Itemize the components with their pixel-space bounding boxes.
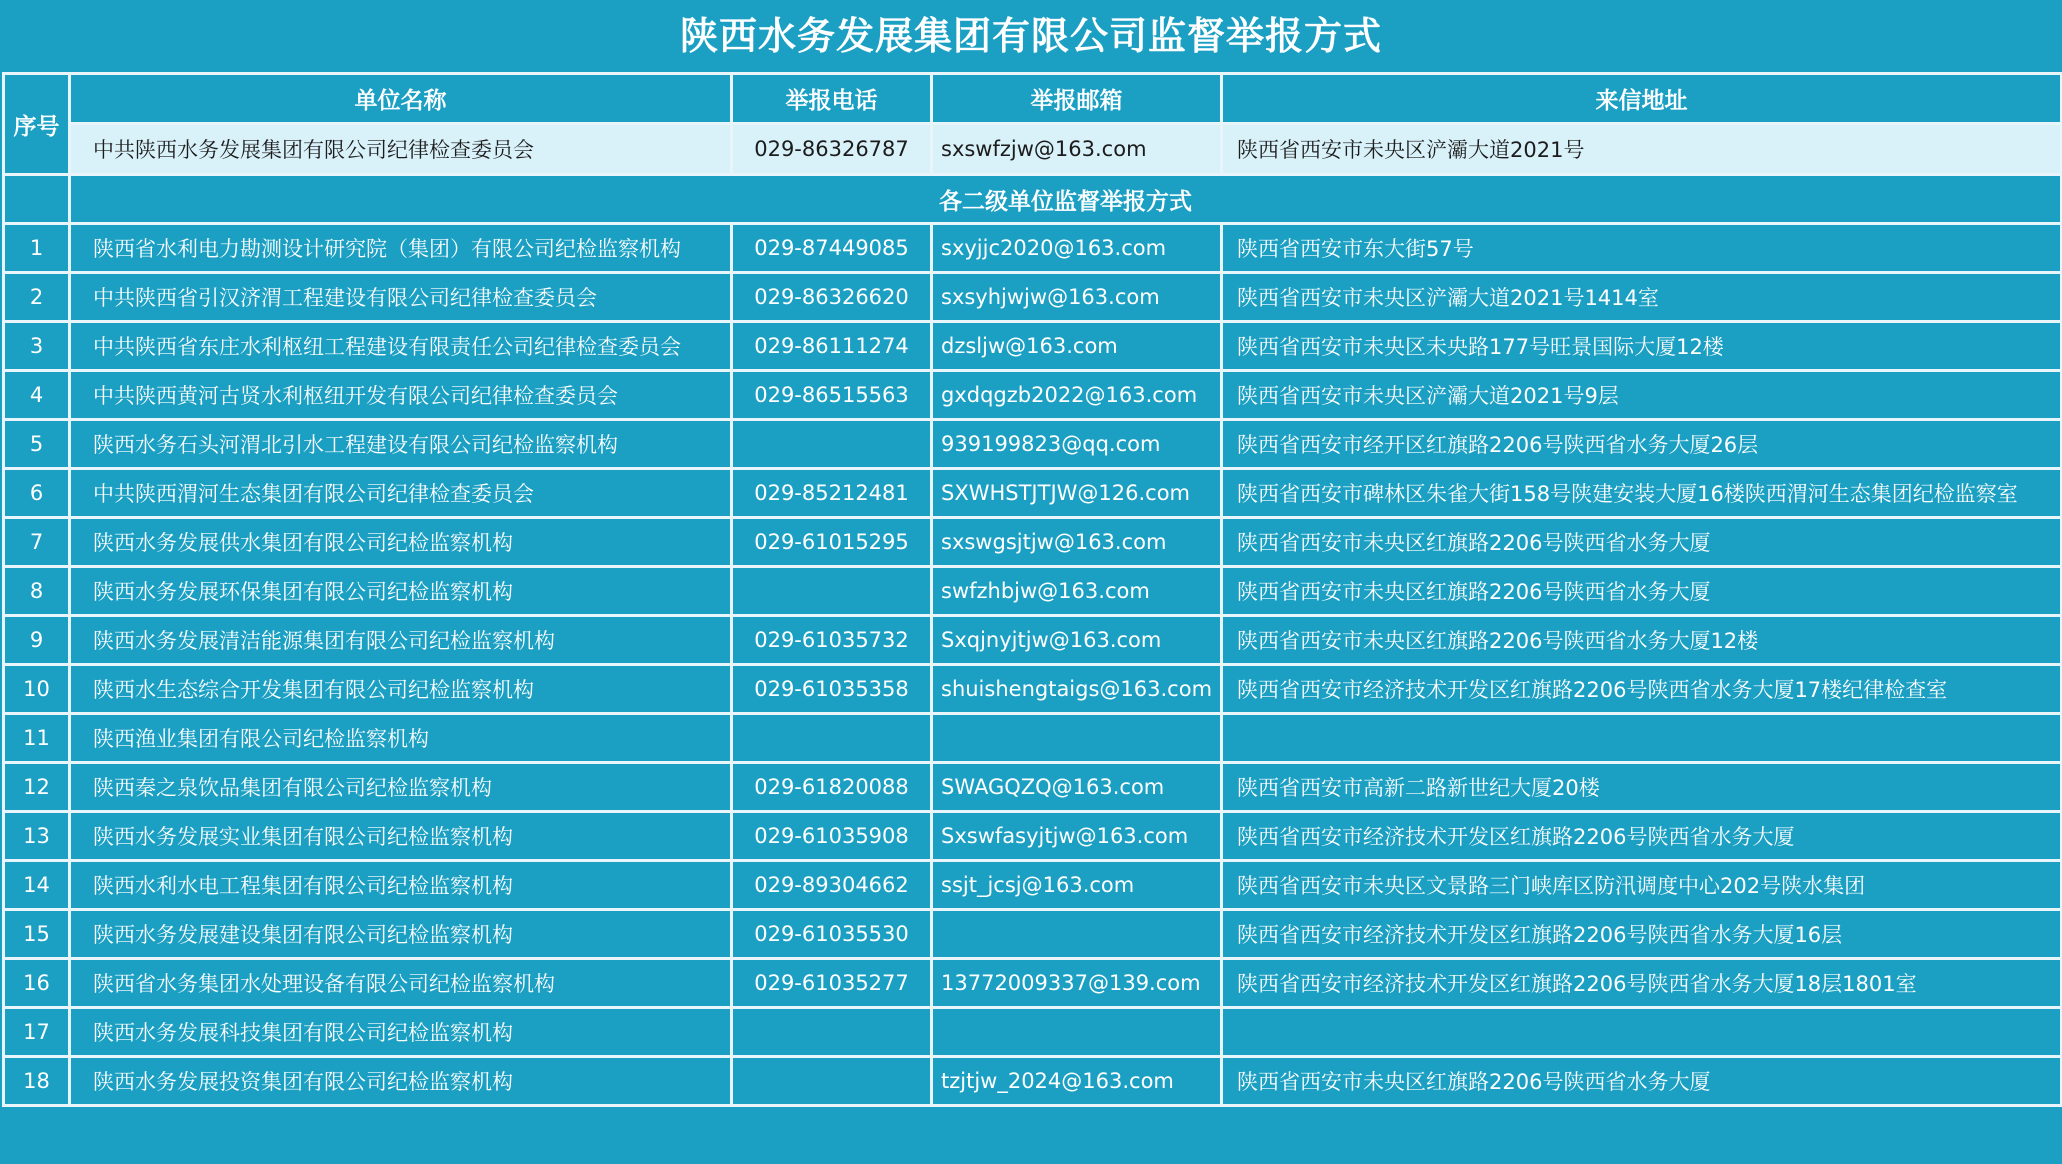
row-address: 陕西省西安市未央区红旗路2206号陕西省水务大厦 [1222, 1057, 2062, 1106]
row-address: 陕西省西安市经济技术开发区红旗路2206号陕西省水务大厦17楼纪律检查室 [1222, 665, 2062, 714]
row-number: 8 [4, 567, 70, 616]
row-address: 陕西省西安市未央区未央路177号旺景国际大厦12楼 [1222, 322, 2062, 371]
main-unit-phone[interactable]: 029-86326787 [732, 124, 932, 175]
header-address: 来信地址 [1222, 74, 2062, 124]
row-email[interactable]: ssjt_jcsj@163.com [932, 861, 1222, 910]
row-number: 10 [4, 665, 70, 714]
row-unit-name: 陕西水务发展科技集团有限公司纪检监察机构 [70, 1008, 732, 1057]
row-email[interactable]: swfzhbjw@163.com [932, 567, 1222, 616]
row-phone[interactable] [732, 1057, 932, 1106]
row-address: 陕西省西安市经济技术开发区红旗路2206号陕西省水务大厦 [1222, 812, 2062, 861]
row-phone[interactable]: 029-86326620 [732, 273, 932, 322]
row-unit-name: 陕西水务发展实业集团有限公司纪检监察机构 [70, 812, 732, 861]
row-address: 陕西省西安市未央区文景路三门峡库区防汛调度中心202号陕水集团 [1222, 861, 2062, 910]
row-address: 陕西省西安市未央区红旗路2206号陕西省水务大厦12楼 [1222, 616, 2062, 665]
table-row [4, 371, 2062, 420]
row-address: 陕西省西安市经济技术开发区红旗路2206号陕西省水务大厦16层 [1222, 910, 2062, 959]
row-number: 9 [4, 616, 70, 665]
row-unit-name: 陕西省水利电力勘测设计研究院（集团）有限公司纪检监察机构 [70, 224, 732, 273]
row-phone[interactable]: 029-87449085 [732, 224, 932, 273]
table-row [4, 616, 2062, 665]
row-unit-name: 陕西水务发展环保集团有限公司纪检监察机构 [70, 567, 732, 616]
table-row [4, 714, 2062, 763]
report-table [2, 72, 2062, 1107]
row-number: 2 [4, 273, 70, 322]
row-email[interactable] [932, 910, 1222, 959]
row-phone[interactable]: 029-85212481 [732, 469, 932, 518]
sub-header-title: 各二级单位监督举报方式 [70, 175, 2062, 224]
row-number: 15 [4, 910, 70, 959]
main-unit-address: 陕西省西安市未央区浐灞大道2021号 [1222, 124, 2062, 175]
row-unit-name: 陕西水务发展清洁能源集团有限公司纪检监察机构 [70, 616, 732, 665]
table-row [4, 861, 2062, 910]
row-unit-name: 陕西水务发展建设集团有限公司纪检监察机构 [70, 910, 732, 959]
row-email[interactable]: SWAGQZQ@163.com [932, 763, 1222, 812]
row-email[interactable] [932, 1008, 1222, 1057]
row-unit-name: 陕西水务发展投资集团有限公司纪检监察机构 [70, 1057, 732, 1106]
row-unit-name: 陕西水生态综合开发集团有限公司纪检监察机构 [70, 665, 732, 714]
table-row [4, 420, 2062, 469]
table-row [4, 910, 2062, 959]
row-number: 13 [4, 812, 70, 861]
row-address: 陕西省西安市未央区红旗路2206号陕西省水务大厦 [1222, 518, 2062, 567]
main-unit-row [4, 124, 2062, 175]
unit-rows [4, 224, 2062, 1106]
row-number: 16 [4, 959, 70, 1008]
row-unit-name: 陕西水务发展供水集团有限公司纪检监察机构 [70, 518, 732, 567]
row-number: 1 [4, 224, 70, 273]
table-row [4, 518, 2062, 567]
header-seq: 序号 [4, 74, 70, 175]
row-email[interactable]: dzsljw@163.com [932, 322, 1222, 371]
row-address: 陕西省西安市东大街57号 [1222, 224, 2062, 273]
row-email[interactable]: Sxqjnyjtjw@163.com [932, 616, 1222, 665]
row-email[interactable]: gxdqgzb2022@163.com [932, 371, 1222, 420]
row-address: 陕西省西安市未央区浐灞大道2021号9层 [1222, 371, 2062, 420]
row-number: 12 [4, 763, 70, 812]
row-phone[interactable] [732, 567, 932, 616]
row-email[interactable]: shuishengtaigs@163.com [932, 665, 1222, 714]
row-unit-name: 陕西水利水电工程集团有限公司纪检监察机构 [70, 861, 732, 910]
row-number: 17 [4, 1008, 70, 1057]
row-phone[interactable]: 029-61820088 [732, 763, 932, 812]
row-phone[interactable] [732, 420, 932, 469]
row-unit-name: 中共陕西黄河古贤水利枢纽开发有限公司纪律检查委员会 [70, 371, 732, 420]
row-number: 7 [4, 518, 70, 567]
row-phone[interactable]: 029-86515563 [732, 371, 932, 420]
row-phone[interactable]: 029-86111274 [732, 322, 932, 371]
table-row [4, 665, 2062, 714]
row-email[interactable]: sxswgsjtjw@163.com [932, 518, 1222, 567]
row-phone[interactable]: 029-61035530 [732, 910, 932, 959]
row-number: 18 [4, 1057, 70, 1106]
table-row [4, 959, 2062, 1008]
row-phone[interactable]: 029-89304662 [732, 861, 932, 910]
row-phone[interactable]: 029-61035732 [732, 616, 932, 665]
row-phone[interactable]: 029-61035908 [732, 812, 932, 861]
table-row [4, 1008, 2062, 1057]
row-address [1222, 714, 2062, 763]
row-unit-name: 中共陕西省东庄水利枢纽工程建设有限责任公司纪律检查委员会 [70, 322, 732, 371]
table-row [4, 812, 2062, 861]
row-number: 6 [4, 469, 70, 518]
table-row [4, 763, 2062, 812]
header-row [4, 74, 2062, 124]
row-unit-name: 陕西省水务集团水处理设备有限公司纪检监察机构 [70, 959, 732, 1008]
row-number: 11 [4, 714, 70, 763]
row-email[interactable]: sxyjjc2020@163.com [932, 224, 1222, 273]
row-unit-name: 陕西水务石头河渭北引水工程建设有限公司纪检监察机构 [70, 420, 732, 469]
main-unit-name: 中共陕西水务发展集团有限公司纪律检查委员会 [70, 124, 732, 175]
row-address: 陕西省西安市高新二路新世纪大厦20楼 [1222, 763, 2062, 812]
table-row [4, 322, 2062, 371]
row-phone[interactable]: 029-61035277 [732, 959, 932, 1008]
sub-header-row [4, 175, 2062, 224]
row-unit-name: 陕西渔业集团有限公司纪检监察机构 [70, 714, 732, 763]
row-address: 陕西省西安市碑林区朱雀大街158号陕建安装大厦16楼陕西渭河生态集团纪检监察室 [1222, 469, 2062, 518]
table-row [4, 469, 2062, 518]
row-address [1222, 1008, 2062, 1057]
header-unit: 单位名称 [70, 74, 732, 124]
table-row [4, 273, 2062, 322]
header-phone: 举报电话 [732, 74, 932, 124]
row-number: 4 [4, 371, 70, 420]
footer-strip [0, 1118, 2062, 1164]
table-row [4, 224, 2062, 273]
row-unit-name: 陕西秦之泉饮品集团有限公司纪检监察机构 [70, 763, 732, 812]
row-phone[interactable] [732, 714, 932, 763]
row-email[interactable]: SXWHSTJTJW@126.com [932, 469, 1222, 518]
table-row [4, 567, 2062, 616]
row-unit-name: 中共陕西渭河生态集团有限公司纪律检查委员会 [70, 469, 732, 518]
row-email[interactable]: 939199823@qq.com [932, 420, 1222, 469]
row-email[interactable]: Sxswfasyjtjw@163.com [932, 812, 1222, 861]
row-address: 陕西省西安市未央区浐灞大道2021号1414室 [1222, 273, 2062, 322]
table-row [4, 1057, 2062, 1106]
main-unit-email[interactable]: sxswfzjw@163.com [932, 124, 1222, 175]
row-email[interactable] [932, 714, 1222, 763]
row-email[interactable]: 13772009337@139.com [932, 959, 1222, 1008]
row-phone[interactable]: 029-61015295 [732, 518, 932, 567]
row-address: 陕西省西安市经济技术开发区红旗路2206号陕西省水务大厦18层1801室 [1222, 959, 2062, 1008]
row-number: 14 [4, 861, 70, 910]
row-email[interactable]: tzjtjw_2024@163.com [932, 1057, 1222, 1106]
sub-header-seq-spacer [4, 175, 70, 224]
header-email: 举报邮箱 [932, 74, 1222, 124]
row-phone[interactable]: 029-61035358 [732, 665, 932, 714]
row-number: 3 [4, 322, 70, 371]
row-unit-name: 中共陕西省引汉济渭工程建设有限公司纪律检查委员会 [70, 273, 732, 322]
page-title: 陕西水务发展集团有限公司监督举报方式 [679, 14, 1382, 58]
row-phone[interactable] [732, 1008, 932, 1057]
row-address: 陕西省西安市经开区红旗路2206号陕西省水务大厦26层 [1222, 420, 2062, 469]
row-email[interactable]: sxsyhjwjw@163.com [932, 273, 1222, 322]
row-address: 陕西省西安市未央区红旗路2206号陕西省水务大厦 [1222, 567, 2062, 616]
row-number: 5 [4, 420, 70, 469]
